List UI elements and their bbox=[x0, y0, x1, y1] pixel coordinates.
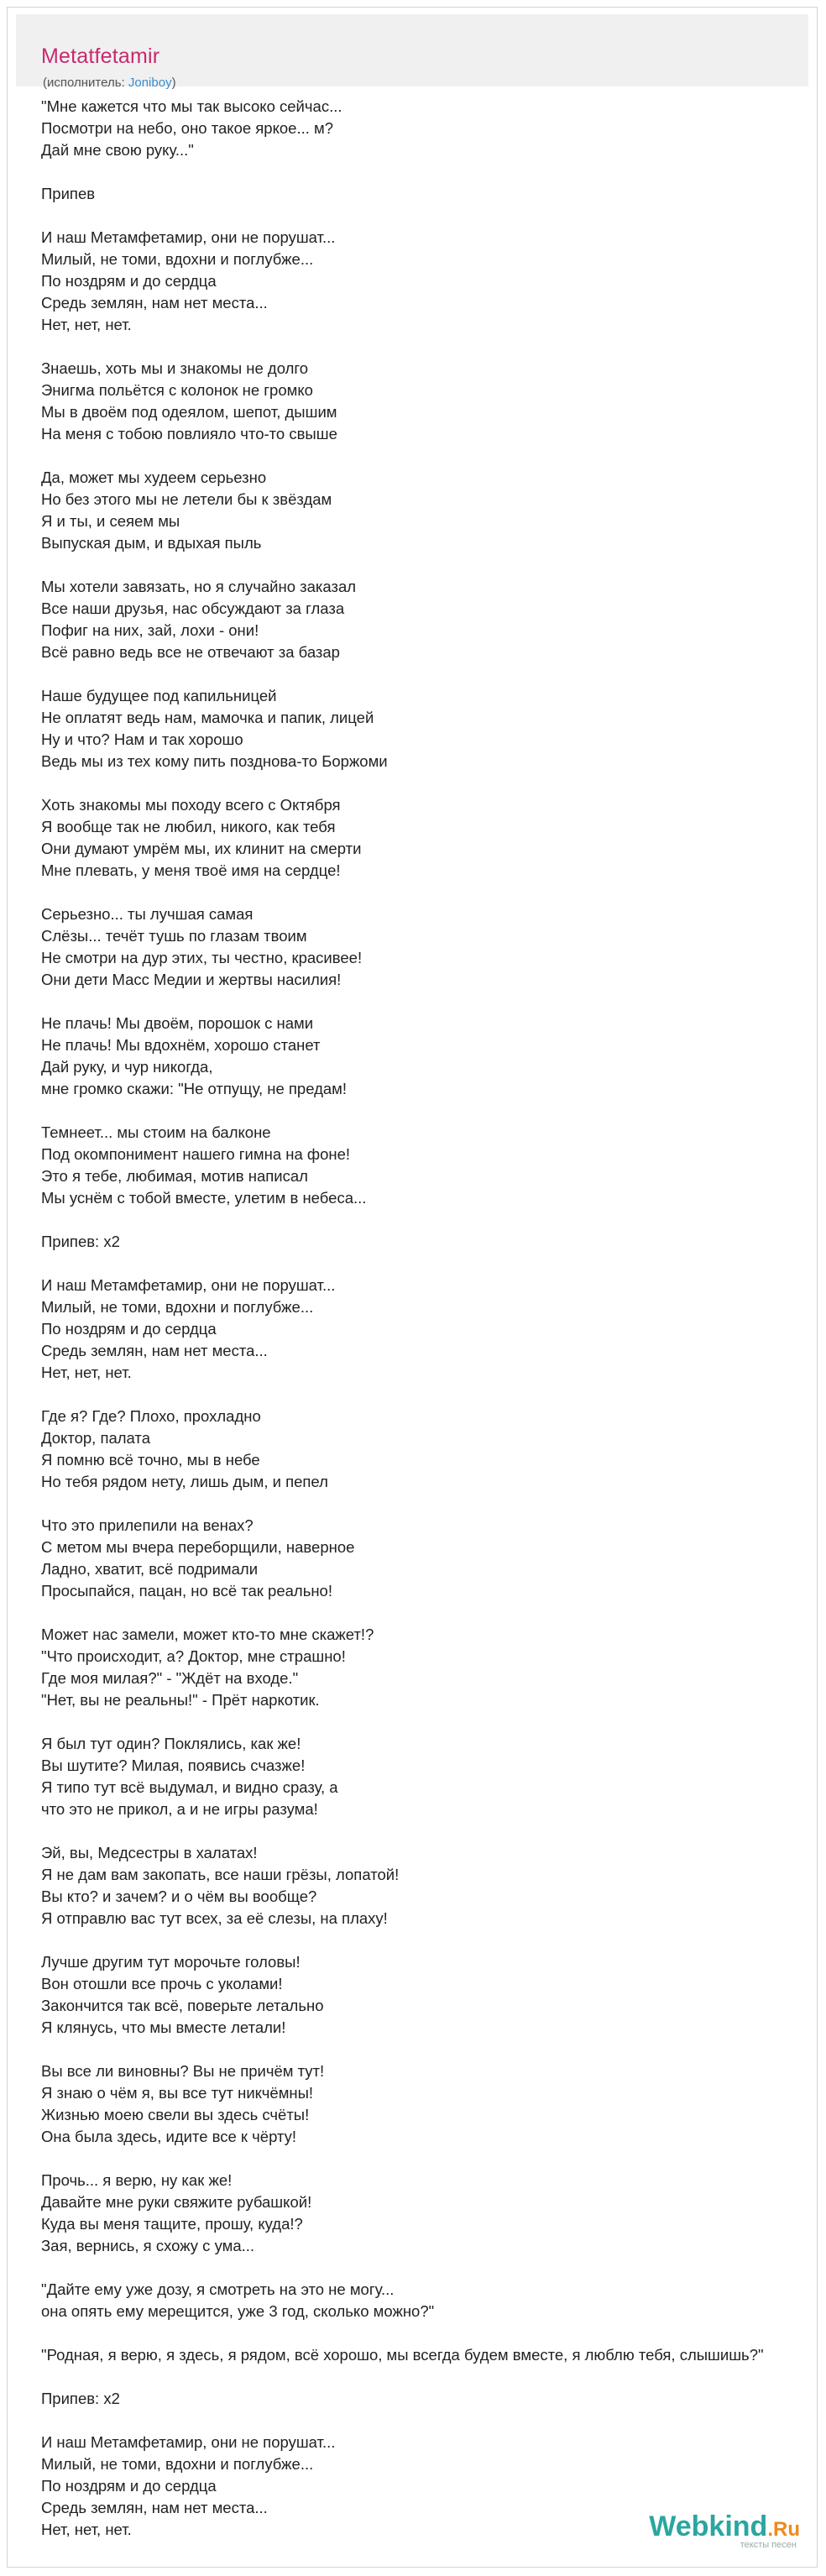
lyric-line: Слёзы... течёт тушь по глазам твоим bbox=[41, 927, 307, 945]
lyric-line: Мы в двоём под одеялом, шепот, дышим bbox=[41, 403, 337, 421]
lyric-line: Это я тебе, любимая, мотив написал bbox=[41, 1167, 308, 1185]
lyric-line: По ноздрям и до сердца bbox=[41, 2477, 217, 2495]
lyric-line: Нет, нет, нет. bbox=[41, 316, 132, 333]
lyrics-body bbox=[41, 96, 764, 2541]
lyric-blank-line bbox=[41, 1253, 764, 1275]
lyric-line: Я был тут один? Поклялись, как же! bbox=[41, 1735, 301, 1752]
lyric-line: Вон отошли все прочь с уколами! bbox=[41, 1975, 283, 1992]
page-frame bbox=[7, 7, 818, 2568]
lyric-line: Мы хотели завязать, но я случайно заказал bbox=[41, 578, 357, 595]
lyric-line: Выпуская дым, и вдыхая пыль bbox=[41, 534, 262, 552]
lyric-line: И наш Метамфетамир, они не порушат... bbox=[41, 2433, 336, 2451]
lyric-blank-line bbox=[41, 1209, 764, 1231]
lyric-line: И наш Метамфетамир, они не порушат... bbox=[41, 1276, 336, 1294]
lyric-line: Не оплатят ведь нам, мамочка и папик, лицей bbox=[41, 709, 374, 726]
lyric-line: Не плачь! Мы вдохнём, хорошо станет bbox=[41, 1036, 321, 1054]
lyric-line: Вы все ли виновны? Вы не причём тут! bbox=[41, 2062, 325, 2080]
lyric-blank-line bbox=[41, 2148, 764, 2170]
lyric-blank-line bbox=[41, 554, 764, 576]
lyric-line: Я клянусь, что мы вместе летали! bbox=[41, 2018, 286, 2036]
lyric-line: мне громко скажи: "Не отпущу, не предам! bbox=[41, 1080, 348, 1097]
site-logo[interactable] bbox=[649, 2511, 800, 2550]
lyric-line: Энигма польётся с колонок не громко bbox=[41, 381, 313, 399]
lyric-line: По ноздрям и до сердца bbox=[41, 1320, 217, 1338]
byline-prefix: (исполнитель: bbox=[43, 76, 128, 90]
lyric-line: "Родная, я верю, я здесь, я рядом, всё хорошо, мы всегда будем вместе, я люблю тебя, слышишь?" bbox=[41, 2346, 764, 2364]
lyric-line: Наше будущее под капильницей bbox=[41, 687, 277, 704]
lyric-line: Я помню всё точно, мы в небе bbox=[41, 1451, 260, 1469]
lyric-line: Закончится так всё, поверьте летально bbox=[41, 1997, 324, 2014]
lyric-line: Я вообще так не любил, никого, как тебя bbox=[41, 818, 336, 835]
lyric-line: Все наши друзья, нас обсуждают за глаза bbox=[41, 599, 345, 617]
lyric-line: Ну и что? Нам и так хорошо bbox=[41, 730, 243, 748]
lyric-line: По ноздрям и до сердца bbox=[41, 272, 217, 290]
lyric-line: она опять ему мерещится, уже 3 год, сколько можно?" bbox=[41, 2302, 435, 2320]
lyric-line: Дай руку, и чур никогда, bbox=[41, 1058, 213, 1076]
lyric-line: Она была здесь, идите все к чёрту! bbox=[41, 2128, 297, 2145]
lyric-line: На меня с тобою повлияло что-то свыше bbox=[41, 425, 337, 442]
lyric-blank-line bbox=[41, 1820, 764, 1842]
lyric-line: Дай мне свою руку..." bbox=[41, 141, 194, 159]
lyric-line: Мне плевать, у меня твоё имя на сердце! bbox=[41, 861, 341, 879]
lyric-blank-line bbox=[41, 2039, 764, 2060]
lyric-line: "Что происходит, а? Доктор, мне страшно! bbox=[41, 1647, 346, 1665]
lyric-line: Просыпайся, пацан, но всё так реально! bbox=[41, 1582, 332, 1600]
logo-tld: .Ru bbox=[767, 2518, 800, 2541]
lyric-line: Милый, не томи, вдохни и поглубже... bbox=[41, 1298, 314, 1316]
lyric-line: Да, может мы худеем серьезно bbox=[41, 469, 267, 486]
lyric-line: Темнеет... мы стоим на балконе bbox=[41, 1123, 271, 1141]
lyric-line: "Нет, вы не реальны!" - Прёт наркотик. bbox=[41, 1691, 320, 1709]
lyric-line: Прочь... я верю, ну как же! bbox=[41, 2171, 233, 2189]
lyric-line: Припев: x2 bbox=[41, 2390, 120, 2407]
lyric-line: Хоть знакомы мы походу всего с Октября bbox=[41, 796, 341, 814]
lyric-line: Эй, вы, Медсестры в халатах! bbox=[41, 1844, 258, 1861]
lyric-line: Доктор, палата bbox=[41, 1429, 150, 1447]
lyric-line: Под окомпонимент нашего гимна на фоне! bbox=[41, 1145, 351, 1163]
lyric-blank-line bbox=[41, 1493, 764, 1515]
lyric-blank-line bbox=[41, 2322, 764, 2344]
byline-suffix: ) bbox=[171, 76, 176, 90]
lyric-line: Знаешь, хоть мы и знакомы не долго bbox=[41, 359, 309, 377]
lyric-blank-line bbox=[41, 1929, 764, 1951]
lyric-blank-line bbox=[41, 772, 764, 794]
lyric-blank-line bbox=[41, 161, 764, 183]
lyric-blank-line bbox=[41, 2366, 764, 2388]
lyric-blank-line bbox=[41, 2410, 764, 2432]
lyric-line: Я типо тут всё выдумал, и видно сразу, а bbox=[41, 1778, 338, 1796]
lyric-line: Милый, не томи, вдохни и поглубже... bbox=[41, 250, 314, 268]
lyric-line: Средь землян, нам нет места... bbox=[41, 1342, 268, 1359]
lyric-line: Жизнью моею свели вы здесь счёты! bbox=[41, 2106, 310, 2123]
lyric-line: Что это прилепили на венах? bbox=[41, 1516, 254, 1534]
lyric-blank-line bbox=[41, 1711, 764, 1733]
lyric-line: Не плачь! Мы двоём, порошок с нами bbox=[41, 1014, 314, 1032]
lyric-line: Лучше другим тут морочьте головы! bbox=[41, 1953, 301, 1971]
lyric-line: Зая, вернись, я схожу с ума... bbox=[41, 2237, 255, 2254]
lyric-blank-line bbox=[41, 336, 764, 358]
lyric-line: Вы шутите? Милая, появись счазже! bbox=[41, 1757, 306, 1774]
lyric-line: Мы уснём с тобой вместе, улетим в небеса... bbox=[41, 1189, 367, 1207]
lyric-line: Я знаю о чём я, вы все тут никчёмны! bbox=[41, 2084, 314, 2102]
lyric-line: Ведь мы из тех кому пить позднова-то Боржоми bbox=[41, 752, 388, 770]
lyric-line: Они думают умрём мы, их клинит на смерти bbox=[41, 840, 362, 857]
lyric-blank-line bbox=[41, 1100, 764, 1122]
lyric-line: "Мне кажется что мы так высоко сейчас... bbox=[41, 97, 342, 115]
lyric-line: что это не прикол, а и не игры разума! bbox=[41, 1800, 318, 1818]
song-header bbox=[16, 14, 808, 90]
lyric-line: Средь землян, нам нет места... bbox=[41, 2499, 268, 2516]
lyric-line: Пофиг на них, зай, лохи - они! bbox=[41, 621, 259, 639]
lyric-blank-line bbox=[41, 205, 764, 227]
lyric-line: Где я? Где? Плохо, прохладно bbox=[41, 1407, 261, 1425]
lyric-line: Где моя милая?" - "Ждёт на входе." bbox=[41, 1669, 299, 1687]
lyric-line: Вы кто? и зачем? и о чём вы вообще? bbox=[41, 1887, 317, 1905]
lyric-line: Давайте мне руки свяжите рубашкой! bbox=[41, 2193, 312, 2211]
song-byline bbox=[43, 76, 176, 90]
lyric-line: Припев: x2 bbox=[41, 1233, 120, 1250]
lyric-line: "Дайте ему уже дозу, я смотреть на это не могу... bbox=[41, 2280, 395, 2298]
lyric-line: Милый, не томи, вдохни и поглубже... bbox=[41, 2455, 314, 2473]
lyric-blank-line bbox=[41, 882, 764, 903]
lyric-line: И наш Метамфетамир, они не порушат... bbox=[41, 228, 336, 246]
lyric-line: Куда вы меня тащите, прошу, куда!? bbox=[41, 2215, 303, 2233]
lyric-blank-line bbox=[41, 991, 764, 1013]
song-title: Metatfetamir bbox=[41, 45, 160, 68]
lyric-line: Но тебя рядом нету, лишь дым, и пепел bbox=[41, 1473, 328, 1490]
lyric-blank-line bbox=[41, 663, 764, 685]
lyric-blank-line bbox=[41, 1602, 764, 1624]
lyric-line: Средь землян, нам нет места... bbox=[41, 294, 268, 312]
lyric-blank-line bbox=[41, 2257, 764, 2279]
artist-link[interactable]: Joniboy bbox=[128, 76, 172, 90]
logo-mark bbox=[649, 2511, 800, 2543]
lyric-line: Я отправлю вас тут всех, за её слезы, на плаху! bbox=[41, 1909, 388, 1927]
logo-name: Webkind bbox=[649, 2511, 768, 2542]
lyric-line: Припев bbox=[41, 185, 96, 202]
lyric-blank-line bbox=[41, 445, 764, 467]
lyric-line: Но без этого мы не летели бы к звёздам bbox=[41, 490, 332, 508]
lyric-line: Нет, нет, нет. bbox=[41, 1364, 132, 1381]
lyric-line: Они дети Масс Медии и жертвы насилия! bbox=[41, 971, 342, 988]
lyric-line: Ладно, хватит, всё подримали bbox=[41, 1560, 259, 1578]
lyric-line: Я и ты, и сеяем мы bbox=[41, 512, 180, 530]
lyric-line: Всё равно ведь все не отвечают за базар bbox=[41, 643, 340, 661]
lyric-line: Серьезно... ты лучшая самая bbox=[41, 905, 254, 923]
lyric-line: Я не дам вам закопать, все наши грёзы, лопатой! bbox=[41, 1866, 400, 1883]
logo-tagline: тексты песен bbox=[740, 2540, 797, 2550]
lyric-blank-line bbox=[41, 1384, 764, 1406]
lyric-line: Не смотри на дур этих, ты честно, красивее! bbox=[41, 949, 363, 966]
lyric-line: Может нас замели, может кто-то мне скажет!? bbox=[41, 1626, 374, 1643]
lyric-line: Нет, нет, нет. bbox=[41, 2521, 132, 2538]
lyric-line: С метом мы вчера переборщили, наверное bbox=[41, 1538, 355, 1556]
lyric-line: Посмотри на небо, оно такое яркое... м? bbox=[41, 119, 334, 137]
